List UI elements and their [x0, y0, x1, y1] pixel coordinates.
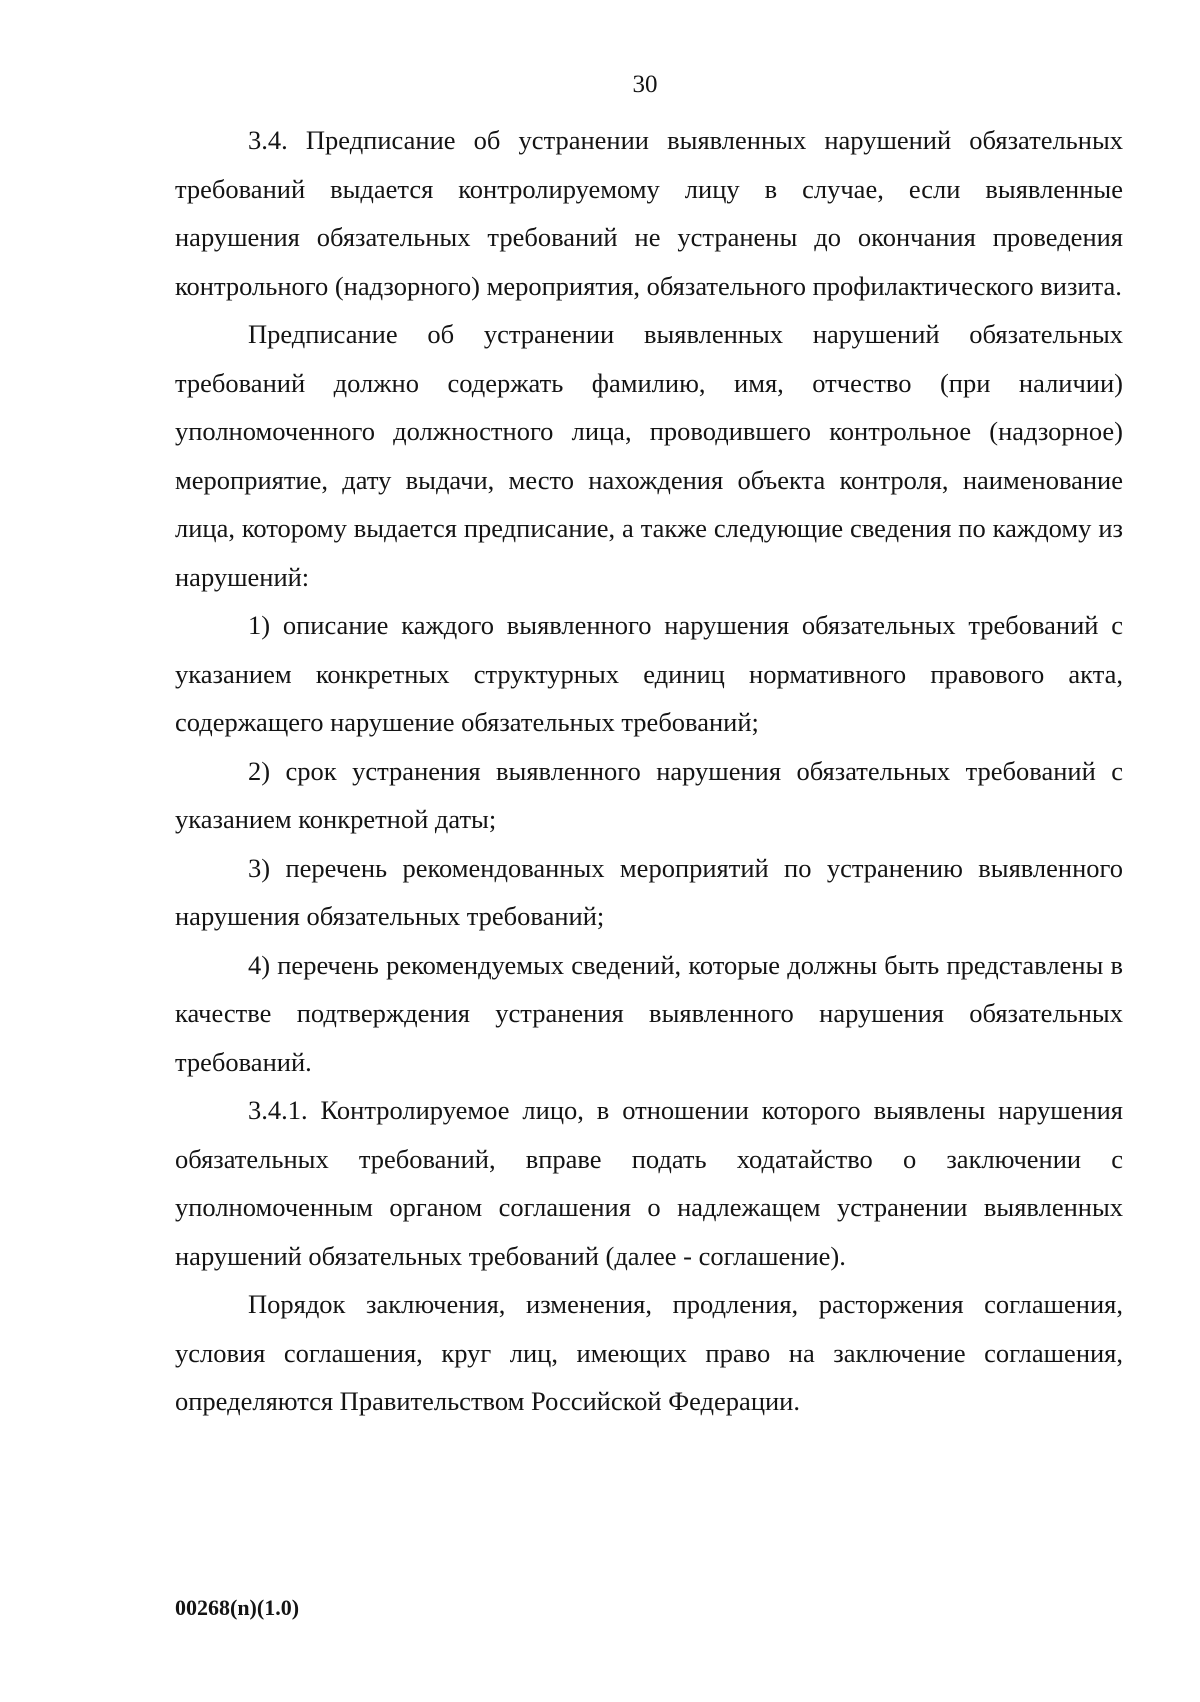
paragraph-agreement-procedure: Порядок заключения, изменения, продления, расторжения соглашения, условия соглашения, круг лиц, имеющих право на заключение соглашения, определяются Правительством Российской Федерации. — [175, 1289, 1123, 1416]
list-item-2: 2) срок устранения выявленного нарушения обязательных требований с указанием конкретной даты; — [175, 755, 1123, 834]
page-number: 30 — [632, 71, 658, 98]
paragraph-3-4-1: 3.4.1. Контролируемое лицо, в отношении которого выявлены нарушения обязательных требований, вправе подать ходатайство о заключении с уполномоченным органом соглашения о надлежащем устранении выявленных нарушений обязательных требований (далее - соглашение). — [175, 1095, 1123, 1271]
list-item-3: 3) перечень рекомендованных мероприятий по устранению выявленного нарушения обязательных требований; — [175, 852, 1123, 931]
paragraph-3-4: 3.4. Предписание об устранении выявленных нарушений обязательных требований выдается контролируемому лицу в случае, если выявленные нарушения обязательных требований не устранены до окончания проведения контрольного (надзорного) мероприятия, обязательного профилактического визита. — [175, 125, 1123, 301]
paragraph-prescription-content: Предписание об устранении выявленных нарушений обязательных требований должно содержать фамилию, имя, отчество (при наличии) уполномоченного должностного лица, проводившего контрольное (надзорное) мероприятие, дату выдачи, место нахождения объекта контроля, наименование лица, которому выдается предписание, а также следующие сведения по каждому из нарушений: — [175, 319, 1123, 592]
document-code: 00268(n)(1.0) — [175, 1595, 300, 1620]
document-body — [175, 116, 1123, 1426]
list-item-4: 4) перечень рекомендуемых сведений, которые должны быть представлены в качестве подтверждения устранения выявленного нарушения обязательных требований. — [175, 949, 1123, 1077]
list-item-1: 1) описание каждого выявленного нарушения обязательных требований с указанием конкретных структурных единиц нормативного правового акта, содержащего нарушение обязательных требований; — [175, 610, 1123, 737]
